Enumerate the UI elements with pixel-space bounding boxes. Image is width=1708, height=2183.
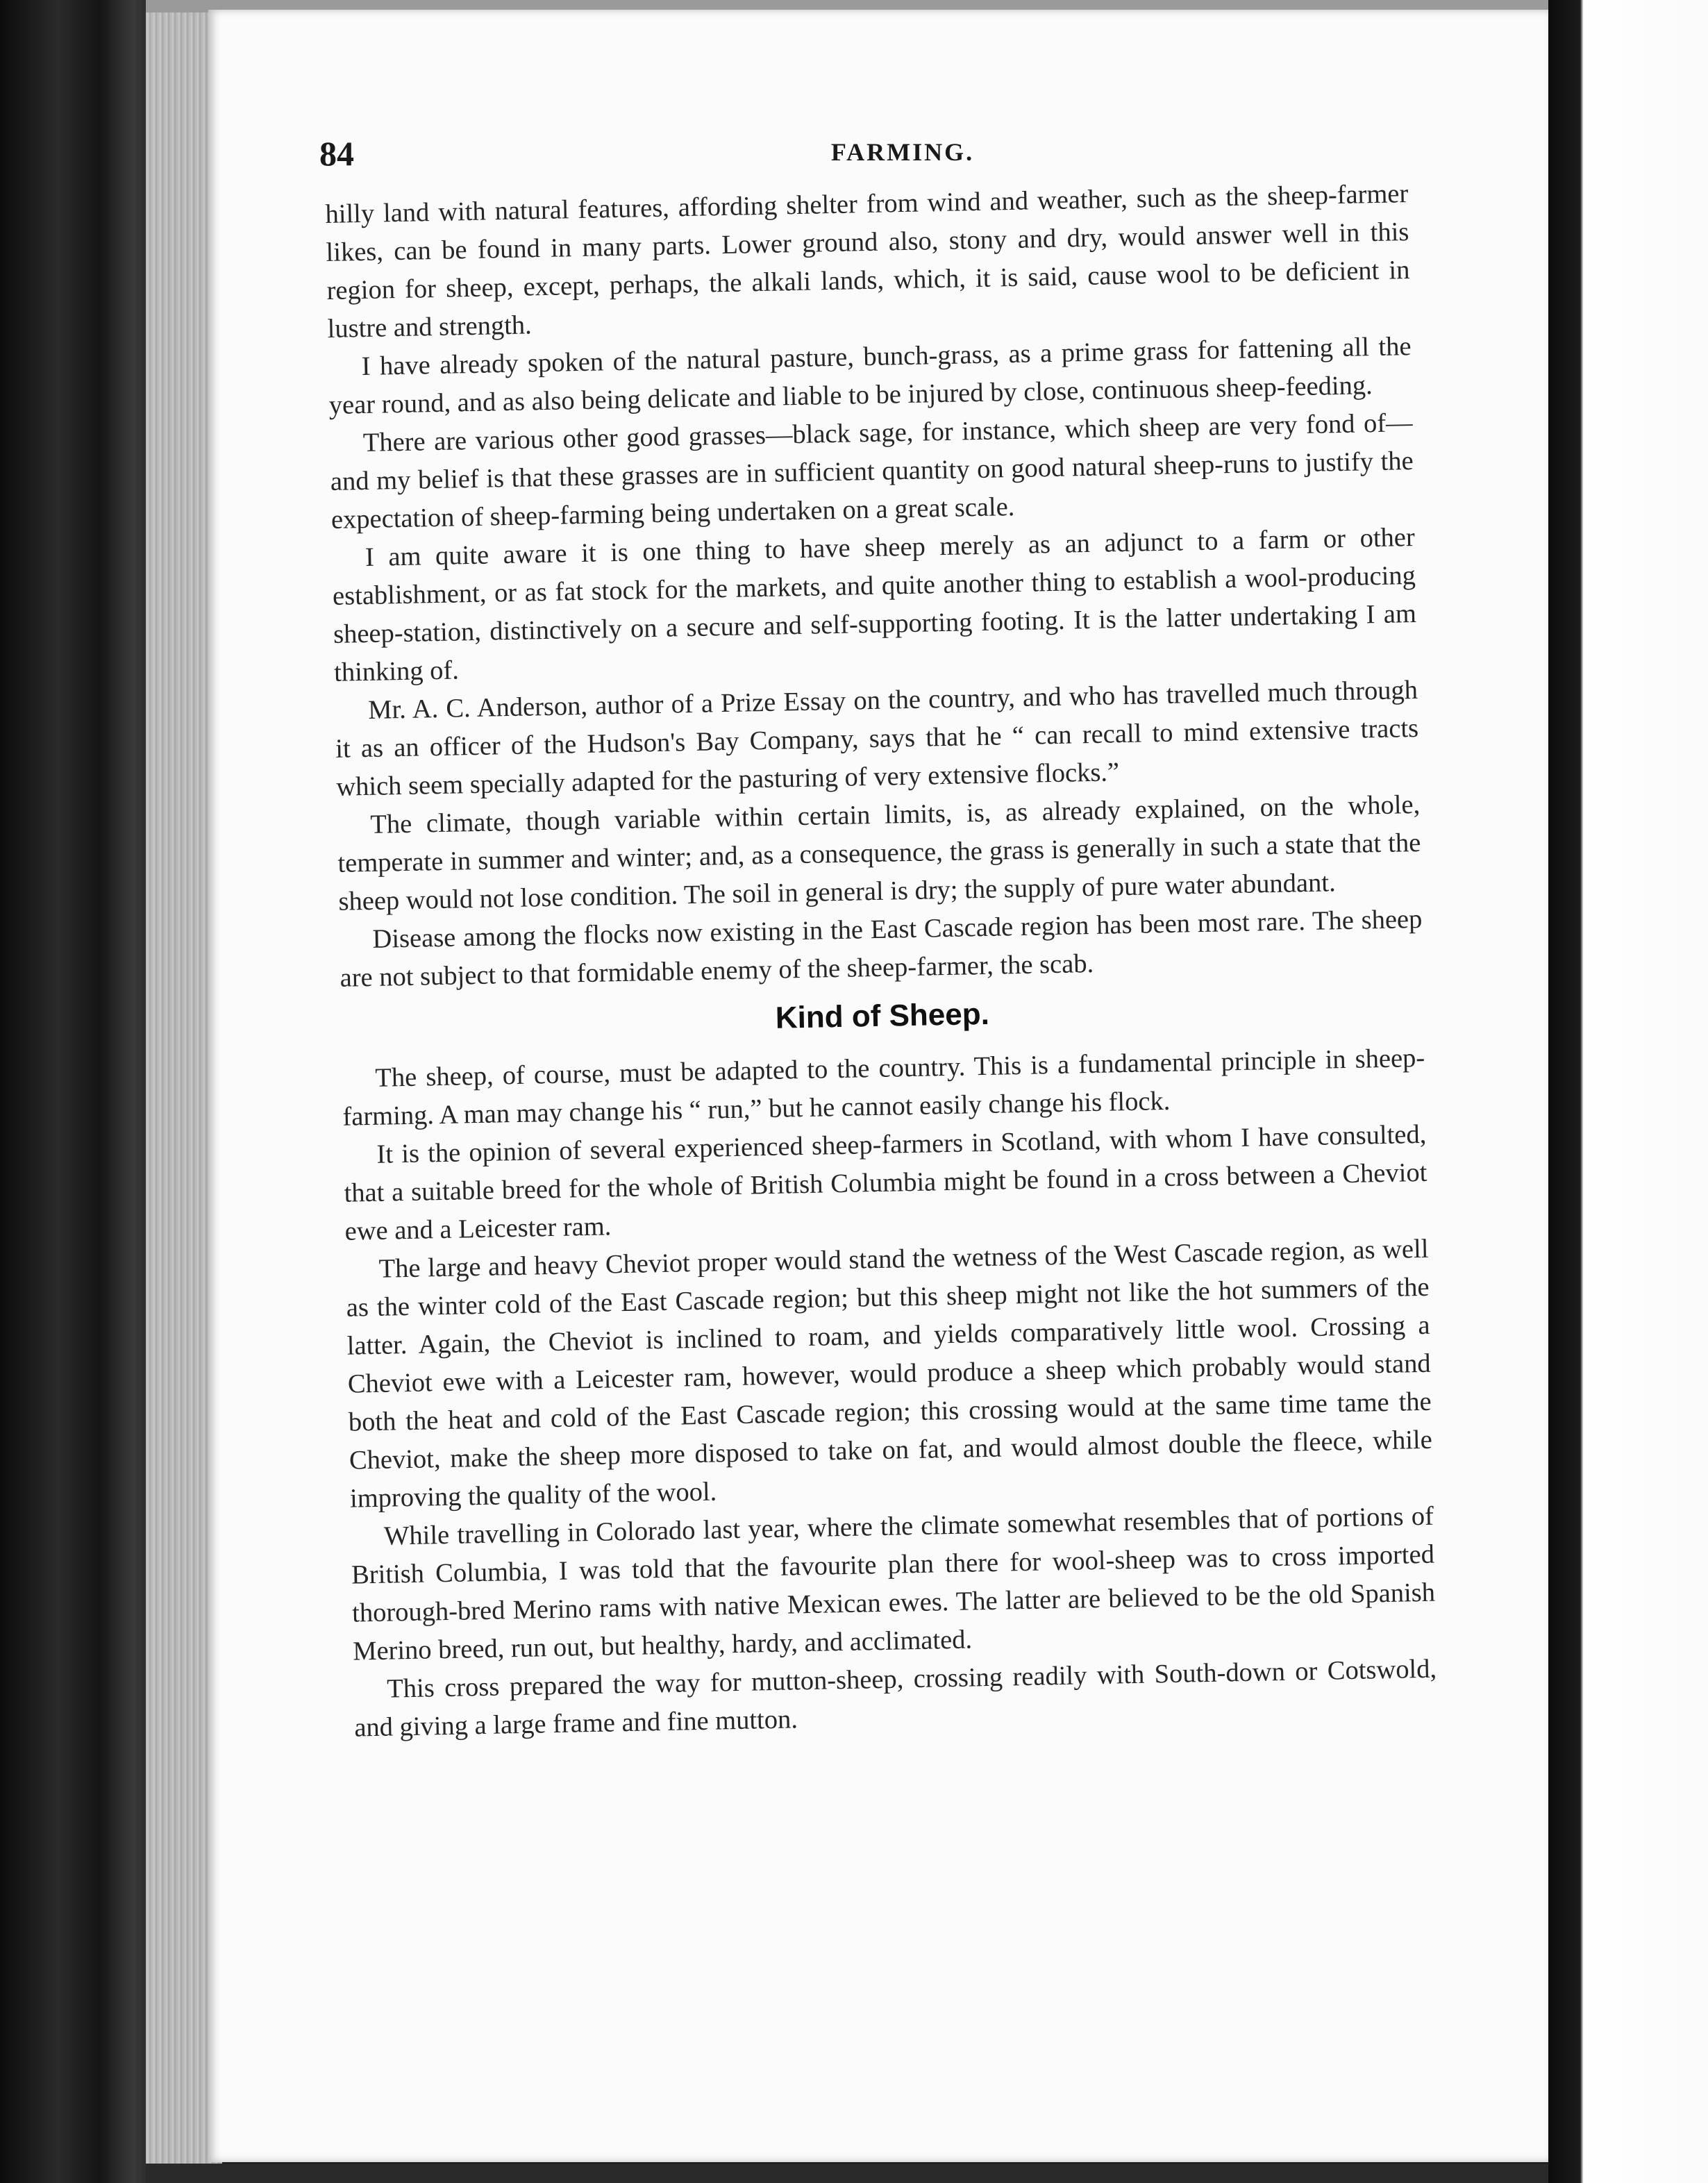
paragraph: There are various other good grasses—black sage, for instance, which sheep are very fond of—and my belief is that these grasses are in sufficient quantity on good natural sheep-runs to justify the expectation of sheep-farming being undertaken on a great scale. — [330, 408, 1414, 535]
section-heading: Kind of Sheep. — [775, 996, 990, 1035]
paragraph: Disease among the flocks now existing in the East Cascade region has been most rare. The sheep are not subject to that formidable enemy of the sheep-farmer, the scab. — [340, 904, 1423, 993]
paragraph: While travelling in Colorado last year, where the climate somewhat resembles that of portions of British Columbia, I was told that the favourite plan there for wool-sheep was to cross imported thorough-bred Merino rams with native Mexican ewes. The latter are believed to be the old Spanish Merino breed, run out, but healthy, hardy, and acclimated. — [351, 1501, 1436, 1666]
paragraph: The sheep, of course, must be adapted to the country. This is a fundamental principle in sheep-farming. A man may change his “ run,” but he cannot easily change his flock. — [342, 1043, 1425, 1132]
page-number: 84 — [319, 134, 354, 173]
paragraph: This cross prepared the way for mutton-sheep, crossing readily with South-down or Cotswold, and giving a large frame and fine mutton. — [353, 1654, 1437, 1743]
book-page — [208, 10, 1548, 2162]
paragraph: hilly land with natural features, affording shelter from wind and weather, such as the sheep-farmer likes, can be found in many parts. Lower ground also, stony and dry, would answer well in this region for sheep, except, perhaps, the alkali lands, which, it is said, cause wool to be deficient in lustre and strength. — [325, 179, 1410, 344]
paragraph: Mr. A. C. Anderson, author of a Prize Essay on the country, and who has travelled much through it as an officer of the Hudson's Bay Company, says that he “ can recall to mind extensive tracts which seem specially adapted for the pasturing of very extensive flocks.” — [335, 675, 1419, 802]
paragraph: The climate, though variable within certain limits, is, as already explained, on the whole, temperate in summer and winter; and, as a consequence, the grass is generally in such a state that the sheep would not lose condition. The soil in general is dry; the supply of pure water abundant. — [337, 789, 1421, 917]
paragraph: I have already spoken of the natural pasture, bunch-grass, as a prime grass for fattening all the year round, and as also being delicate and liable to be injured by close, continuous sheep-feeding. — [328, 332, 1412, 420]
body-text — [325, 175, 1438, 1748]
paragraph: I am quite aware it is one thing to have sheep merely as an adjunct to a farm or other establishment, or as fat stock for the markets, and quite another thing to establish a wool-producing sheep-station, distinctively on a secure and self-supporting footing. It is the latter undertaking I am thinking of. — [332, 522, 1417, 687]
scan-bottom-edge — [146, 2164, 1548, 2183]
page-header — [319, 133, 1486, 182]
paragraph: It is the opinion of several experienced sheep-farmers in Scotland, with whom I have consulted, that a suitable breed for the whole of British Columbia might be found in a cross between a Cheviot ewe and a Leicester ram. — [344, 1119, 1427, 1246]
scan-left-edge — [0, 0, 167, 2183]
paragraph: The large and heavy Cheviot proper would stand the wetness of the West Cascade region, as well as the winter cold of the East Cascade region; but this sheep might not like the hot summers of the latter. Again, the Cheviot is inclined to roam, and yields comparatively little wool. Crossing a Cheviot ewe with a Leicester ram, however, would produce a sheep which probably would stand both the heat and cold of the East Cascade region; this crossing would at the same time tame the Cheviot, make the sheep more disposed to take on fat, and would almost double the fleece, while improving the quality of the wool. — [346, 1234, 1433, 1514]
running-head: FARMING. — [830, 138, 975, 166]
scan-right-edge — [1548, 0, 1708, 2183]
